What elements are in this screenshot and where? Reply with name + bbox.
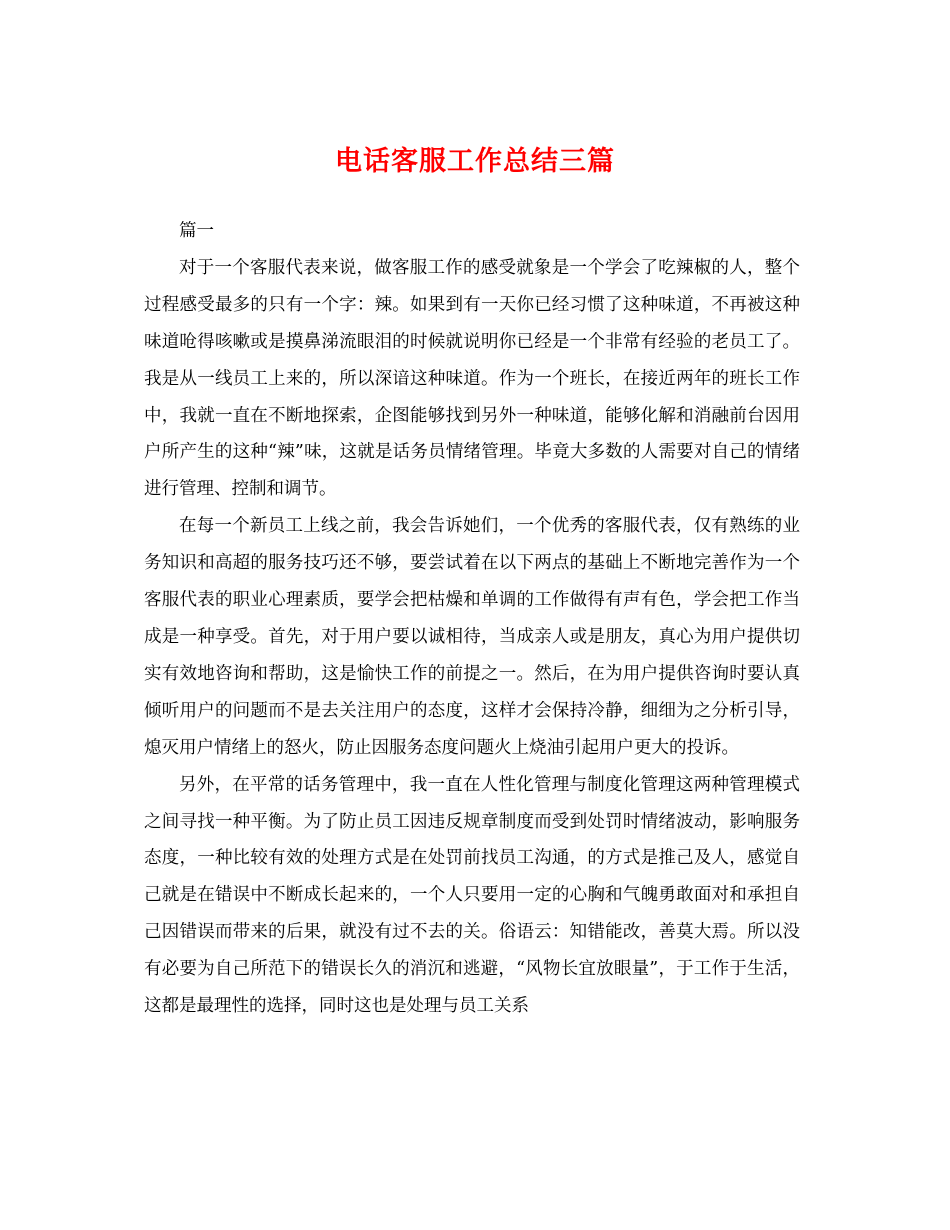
document-body xyxy=(144,213,800,1025)
document-title: 电话客服工作总结三篇 xyxy=(335,146,615,177)
paragraph-3: 另外，在平常的话务管理中，我一直在人性化管理与制度化管理这两种管理模式之间寻找一种平衡。为了防止员工因违反规章制度而受到处罚时情绪波动，影响服务态度，一种比较有效的处理方式是在处罚前找员工沟通，的方式是推己及人，感觉自己就是在错误中不断成长起来的，一个人只要用一定的心胸和气魄勇敢面对和承担自己因错误而带来的后果，就没有过不去的关。俗语云：知错能改，善莫大焉。所以没有必要为自己所范下的错误长久的消沉和逃避，“风物长宜放眼量”，于工作于生活，这都是最理性的选择，同时这也是处理与员工关系 xyxy=(144,774,800,1017)
section-label: 篇一 xyxy=(179,221,214,241)
paragraph-1: 对于一个客服代表来说，做客服工作的感受就象是一个学会了吃辣椒的人，整个过程感受最多的只有一个字：辣。如果到有一天你已经习惯了这种味道，不再被这种味道呛得咳嗽或是摸鼻涕流眼泪的时候就说明你已经是一个非常有经验的老员工了。我是从一线员工上来的，所以深谙这种味道。作为一个班长，在接近两年的班长工作中，我就一直在不断地探索，企图能够找到另外一种味道，能够化解和消融前台因用户所产生的这种“辣”味，这就是话务员情绪管理。毕竟大多数的人需要对自己的情绪进行管理、控制和调节。 xyxy=(144,257,800,500)
paragraph-2: 在每一个新员工上线之前，我会告诉她们，一个优秀的客服代表，仅有熟练的业务知识和高超的服务技巧还不够，要尝试着在以下两点的基础上不断地完善作为一个客服代表的职业心理素质，要学会把枯燥和单调的工作做得有声有色，学会把工作当成是一种享受。首先，对于用户要以诚相待，当成亲人或是朋友，真心为用户提供切实有效地咨询和帮助，这是愉快工作的前提之一。然后，在为用户提供咨询时要认真倾听用户的问题而不是去关注用户的态度，这样才会保持冷静，细细为之分析引导，熄灭用户情绪上的怒火，防止因服务态度问题火上烧油引起用户更大的投诉。 xyxy=(144,516,800,758)
